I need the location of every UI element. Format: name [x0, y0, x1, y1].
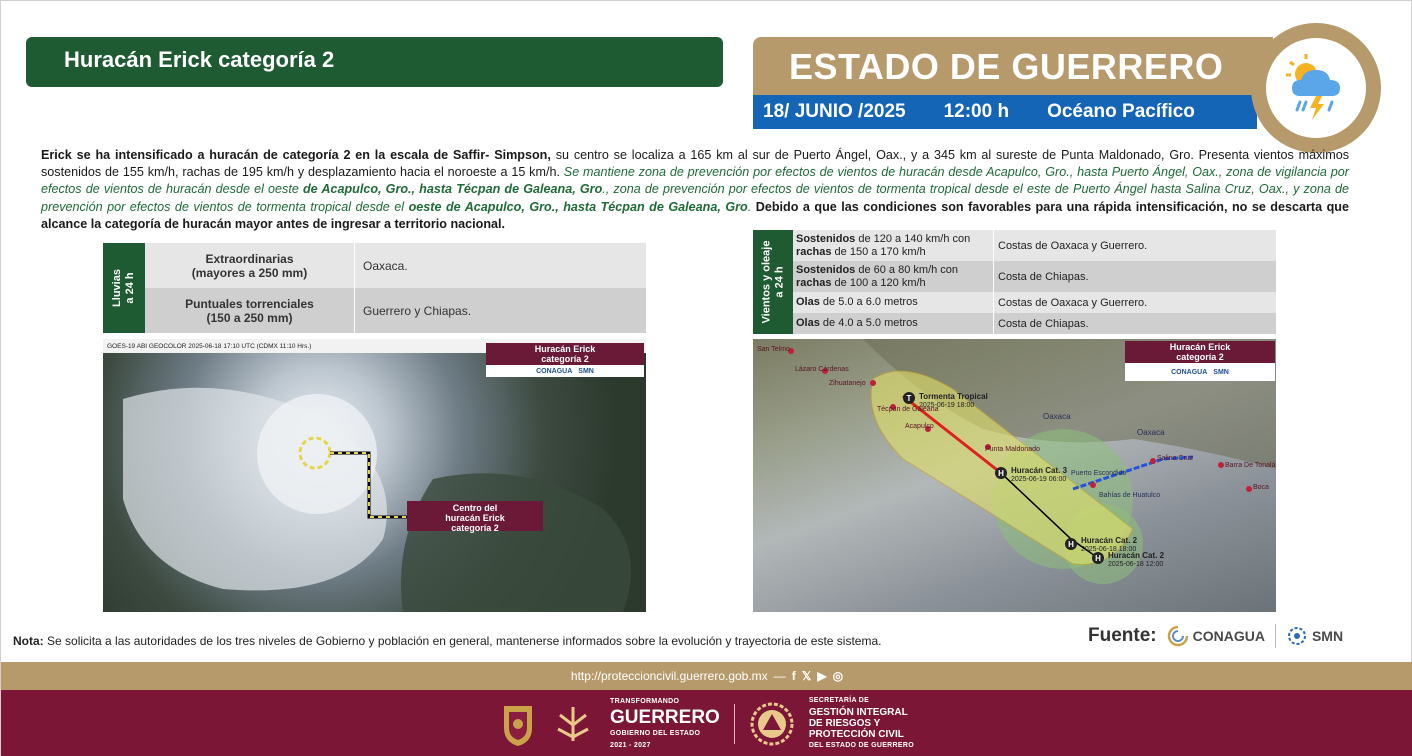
place-label: Oaxaca [1043, 412, 1071, 421]
weather-badge [1251, 23, 1381, 153]
transformando-guerrero-emblem-icon [550, 701, 596, 747]
ocean-label: Océano Pacífico [1047, 101, 1195, 122]
wind-condition [793, 230, 994, 261]
rain-side-label [103, 243, 145, 333]
wind-text: de 120 a 140 km/h con [855, 232, 971, 245]
wave-text: de 4.0 a 5.0 metros [819, 317, 918, 329]
wind-condition [793, 313, 994, 334]
place-label: San Telmo [757, 346, 790, 353]
satellite-image [103, 339, 646, 612]
track-point-1 [903, 392, 915, 404]
conagua-logo: CONAGUA [1171, 368, 1208, 376]
place-label: Acapulco [905, 423, 934, 430]
wave-key: Olas [796, 296, 820, 308]
bulletin-warning-1: Se mantiene zona de prevención por efectos de vientos de huracán desde Acapulco, Gro., hasta Puerto Ángel, Oax., zona de vigilancia por efectos de vientos de huracán desde el oeste [41, 165, 1349, 197]
storm-cloud-sun-lightning-icon [1276, 48, 1356, 128]
civil-protection-logo-icon [749, 701, 795, 747]
rain-category [145, 243, 355, 288]
wind-text: de 150 a 170 km/h [831, 245, 926, 258]
conagua-swirl-icon [1167, 625, 1189, 647]
table-row [793, 313, 1276, 334]
smn-logo [1286, 625, 1343, 647]
wind-region: Costa de Chiapas. [998, 270, 1089, 283]
map-logos [1125, 363, 1275, 381]
footer [1, 690, 1412, 756]
table-row [793, 292, 1276, 313]
gov-top: TRANSFORMANDO [610, 697, 680, 705]
satellite-storm-label [486, 343, 644, 365]
bulletin-intro: Erick se ha intensificado a huracán de categoría 2 en la escala de Saffir- Simpson, [41, 148, 551, 162]
place-label: Bahías de Huatulco [1099, 492, 1161, 499]
page-title: Huracán Erick categoría 2 [26, 37, 723, 87]
sec-line-3: DE RIESGOS Y [808, 718, 881, 729]
rain-category-range: (mayores a 250 mm) [191, 265, 308, 280]
bulletin-text [41, 147, 1349, 233]
satellite-caption: GOES-19 ABI GEOCOLOR 2025-06-18 17:10 UTC (CDMX 11:10 Hrs.) [107, 343, 312, 350]
place-label: Lázaro Cárdenas [795, 366, 849, 373]
place-label: Técpan de Galeana [877, 406, 939, 413]
storm-center-text-1: Centro del [452, 503, 498, 513]
place-label: Zihuatanejo [829, 380, 866, 387]
instagram-icon[interactable]: ◎ [832, 669, 844, 683]
wind-key: rachas [796, 276, 832, 289]
track-map [753, 339, 1276, 612]
wind-region: Costa de Chiapas. [998, 317, 1089, 330]
table-row [145, 243, 646, 288]
map-storm-category: categoría 2 [1176, 352, 1224, 362]
wind-region: Costas de Oaxaca y Guerrero. [998, 296, 1148, 309]
track-point-tag: H [998, 469, 1004, 478]
source-label: Fuente: [1088, 625, 1157, 646]
smn-logo: SMN [578, 367, 594, 375]
conagua-logo: CONAGUA [536, 367, 573, 375]
source [1088, 621, 1343, 651]
gov-big: GUERRERO [610, 706, 720, 728]
wind-text: de 60 a 80 km/h con [855, 263, 959, 276]
smn-swirl-icon [1286, 625, 1308, 647]
rain-region: Oaxaca. [363, 258, 408, 273]
place-label: Salina Cruz [1157, 455, 1194, 462]
rain-category [145, 288, 355, 333]
track-point-name: Huracán Cat. 2 [1108, 551, 1165, 560]
place-label: Boca [1253, 484, 1269, 491]
wind-side-label-2: a 24 h [773, 266, 786, 298]
info-bar [753, 95, 1257, 129]
track-point-time: 2025-06-19 06:00 [1011, 476, 1067, 483]
gov-sub: GOBIERNO DEL ESTADO [610, 729, 701, 737]
gov-years: 2021 - 2027 [610, 741, 651, 749]
footer-links [1, 662, 1412, 690]
facebook-icon[interactable]: f [791, 669, 796, 683]
sec-line-1: SECRETARÍA DE [808, 697, 870, 704]
footer-dash: — [773, 669, 786, 683]
x-icon[interactable]: 𝕏 [801, 669, 812, 683]
wind-table [753, 230, 1276, 334]
bulletin-outlook: Debido a que las condiciones son favorables para una rápida intensificación, no se descarta que alcance la categoría de huracán mayor antes de ingresar a territorio nacional. [41, 199, 1349, 231]
place-label: Punta Maldonado [985, 446, 1040, 453]
place-label: Puerto Escondido [1071, 470, 1127, 477]
satellite-storm-name: Huracán Erick [534, 344, 596, 354]
track-point-tag: T [906, 394, 912, 403]
rain-side-label-2: a 24 h [124, 272, 136, 304]
bulletin-warning-3: . [747, 199, 752, 214]
wind-side-label-1: Vientos y oleaje [760, 240, 773, 324]
smn-name: SMN [1311, 628, 1344, 644]
note-text: Se solicita a las autoridades de los tres niveles de Gobierno y población en general, mantenerse informados sobre la evolución y trayectoria de este sistema. [43, 634, 882, 648]
map-storm-label [1125, 341, 1275, 363]
bulletin-details: su centro se localiza a 165 km al sur de Puerto Ángel, Oax., y a 345 km al sureste de Punta Maldonado, Gro. Presenta vientos máximos sostenidos de 155 km/h, rachas de 195 km/h y desplazamiento hacia el noroeste a 15 km/h. [41, 148, 1349, 180]
track-point-time: 2025-06-18 12:00 [1108, 561, 1164, 568]
website-link[interactable]: http://proteccioncivil.guerrero.gob.mx [570, 669, 768, 683]
satellite-overlay [103, 339, 646, 612]
table-row [793, 261, 1276, 292]
rain-category-range: (150 a 250 mm) [206, 310, 293, 325]
date-label: 18/ JUNIO /2025 [763, 101, 906, 122]
rain-category-name: Extraordinarias [205, 251, 294, 266]
state-banner: ESTADO DE GUERRERO [753, 37, 1273, 95]
sec-line-4: PROTECCIÓN CIVIL [808, 729, 904, 740]
place-label: Barra De Tonalá [1225, 462, 1276, 469]
track-point-tag: H [1095, 554, 1101, 563]
youtube-icon[interactable]: ▶ [817, 669, 827, 683]
storm-center-label [407, 501, 543, 531]
secretariat-text [809, 695, 914, 752]
note [13, 634, 881, 648]
state-coat-of-arms-icon [500, 700, 536, 748]
source-divider [1275, 624, 1276, 648]
sec-line-2: GESTIÓN INTEGRAL [808, 707, 908, 718]
wind-side-label [753, 230, 793, 334]
storm-center-text-3: categoría 2 [451, 523, 499, 533]
wind-key: Sostenidos [796, 263, 856, 276]
table-row [145, 288, 646, 333]
wind-key: Sostenidos [796, 232, 856, 245]
sec-line-5: DEL ESTADO DE GUERRERO [808, 742, 914, 749]
table-row [793, 230, 1276, 261]
rain-side-label-1: Lluvias [111, 269, 123, 307]
track-point-name: Huracán Cat. 3 [1011, 466, 1068, 475]
time-label: 12:00 h [943, 101, 1010, 122]
track-point-name: Huracán Cat. 2 [1081, 536, 1138, 545]
satellite-storm-category: categoría 2 [541, 354, 589, 364]
track-point-tag: H [1068, 540, 1074, 549]
wind-region: Costas de Oaxaca y Guerrero. [998, 239, 1148, 252]
wind-condition [793, 261, 994, 292]
track-point-3 [1065, 538, 1077, 550]
wind-key: rachas [796, 245, 832, 258]
conagua-name: CONAGUA [1192, 628, 1265, 644]
wind-condition [793, 292, 994, 313]
track-point-4 [1092, 552, 1104, 564]
track-point-2 [995, 467, 1007, 479]
track-point-time: 2025-06-19 18:00 [919, 402, 975, 409]
place-label: Oaxaca [1137, 428, 1165, 437]
wind-text: de 100 a 120 km/h [831, 276, 926, 289]
rain-region: Guerrero y Chiapas. [363, 303, 472, 318]
bulletin-warning-2: ., zona de prevención por efectos de vientos de tormenta tropical desde el este de Puerto Ángel hasta Salina Cruz, Oax., y zona de prevención por efectos de vientos de tormenta tropical desde el [41, 182, 1350, 214]
bulletin-warning-zone-2: oeste de Acapulco, Gro., hasta Técpan de Galeana, Gro [408, 199, 748, 214]
satellite-logos [486, 365, 644, 377]
bulletin-warning-zone-1: de Acapulco, Gro., hasta Técpan de Galeana, Gro [302, 182, 603, 197]
note-label: Nota: [13, 634, 44, 648]
wave-key: Olas [796, 317, 820, 329]
footer-divider [734, 704, 735, 744]
gov-logo-text [610, 696, 720, 752]
rain-category-name: Puntuales torrenciales [185, 296, 314, 311]
storm-center-text-2: huracán Erick [445, 513, 505, 523]
wave-text: de 5.0 a 6.0 metros [819, 296, 918, 308]
smn-logo: SMN [1213, 368, 1229, 376]
track-point-time: 2025-06-18 18:00 [1081, 546, 1137, 553]
track-point-name: Tormenta Tropical [919, 392, 988, 401]
map-storm-name: Huracán Erick [1169, 342, 1231, 352]
rain-table [103, 243, 646, 333]
conagua-logo [1167, 625, 1265, 647]
